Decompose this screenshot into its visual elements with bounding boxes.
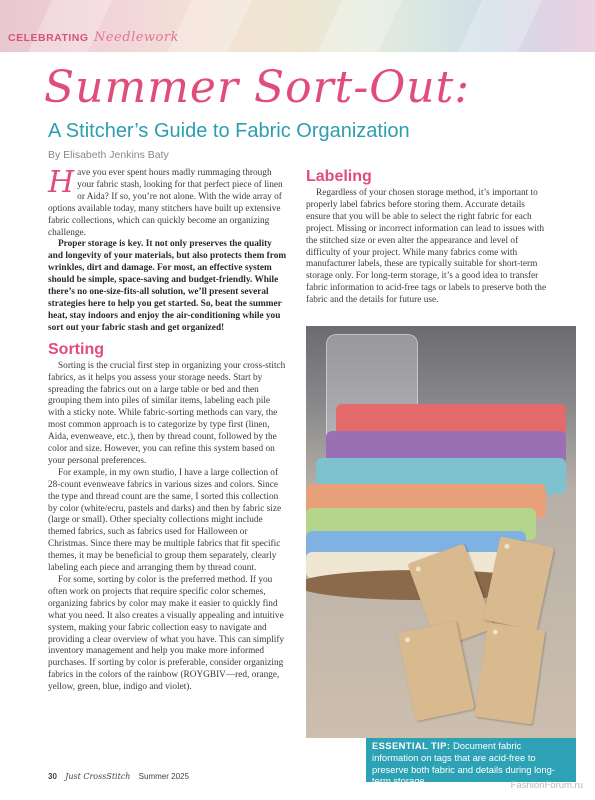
- article-subtitle: A Stitcher’s Guide to Fabric Organization: [48, 120, 410, 142]
- dropcap: H: [48, 165, 75, 200]
- fabric-banner: [0, 0, 595, 52]
- tip-text: Document fabric information on tags that are acid-free to preserve both fabric and details during long-term storage.: [372, 740, 555, 787]
- sorting-heading: Sorting: [48, 340, 104, 358]
- labeling-heading: Labeling: [306, 168, 372, 185]
- sorting-paragraph-3: For some, sorting by color is the preferred method. If you often work on projects that require specific color schemes, organizing fabrics by color may make it easier to quickly find what you need. It also creates a visually appealing and intuitive system, making your fabric collection easy to navigate and providing a clear overview of what you have. This can simplify inventory management and help you make more informed purchases. If sorting by color is preferable, consider organizing fabrics in the colors of the rainbow (ROYGBIV—red, orange, yellow, green, blue, indigo and violet).: [48, 575, 285, 693]
- left-column: [48, 165, 288, 694]
- byline: By Elisabeth Jenkins Baty: [48, 149, 169, 161]
- fabric-photo: [306, 326, 576, 738]
- section-tag: [8, 30, 179, 45]
- fabric-tag: [475, 622, 546, 724]
- sorting-paragraph-1: Sorting is the crucial first step in organizing your cross-stitch fabrics, as it helps you assess your storage needs. Start by spreading the fabrics out on a large table or bed and then grouping them into piles of similar items, labeling each pile with a sticky note. While fabric-sorting methods can vary, the most common approach is to categorize by type first (linen, Aida, evenweave, etc.), then by thread count, followed by the color and size. However, you can refine this system based on your personal preferences.: [48, 360, 286, 466]
- sorting-paragraph-2: For example, in my own studio, I have a large collection of 28-count evenweave fabrics in various sizes and colors. Since the type and thread count are the same, I sorted this collection by color (white/ecru, pastels and darks) and then by fabric size (large or small). Other specialty collections might include themed fabrics, such as fabrics used for Halloween or Christmas. Since there may be multiple fabrics that fit specific themes, it may be beneficial to group them separately, clearly labeling each piece and arranging them by thread count.: [48, 467, 282, 574]
- intro-paragraph-1: [48, 165, 288, 239]
- page-number: 30: [48, 772, 57, 781]
- intro-text-1: ave you ever spent hours madly rummaging through your fabric stash, looking for that perfect piece of linen or Aida? If so, you’re not alone. With the wide array of options available today, many stitchers have built up extensive fabric collections, which can quickly become an organizing challenge.: [48, 168, 283, 238]
- right-column: [306, 168, 551, 307]
- page-footer: [48, 772, 189, 781]
- banner-fold: [458, 0, 542, 52]
- intro-paragraph-2: Proper storage is key. It not only preserves the quality and longevity of your materials, but also protects them from wrinkles, dirt and damage. For most, an effective system should be simple, space-saving and budget-friendly. While there’s no one-size-fits-all solution, we’ll present several strategies here to help you get started. So, beat the summer heat, stay indoors and enjoy the air-conditioning while you sort out your fabric stash and get organized!: [48, 239, 287, 333]
- magazine-name: Just CrossStitch: [65, 772, 131, 781]
- section-tag-script: Needlework: [93, 30, 179, 45]
- tip-label: ESSENTIAL TIP:: [372, 740, 451, 751]
- labeling-paragraph-1: Regardless of your chosen storage method, it’s important to properly label fabrics before storing them. Accurate details ensure that you will be able to select the right fabric for each project. Missing or incorrect information can lead to issues with the stitched size or even alter the appearance and level of difficulty of your project. While many fabrics come with manufacturer labels, these are typically suitable for short-term storage only. For long-term storage, it’s a good idea to transfer fabric information to acid-free tags or labels to preserve both the fabric and the details for future use.: [306, 188, 547, 306]
- banner-fold: [168, 0, 252, 52]
- watermark: FashionForum.ru: [510, 780, 583, 791]
- banner-fold: [318, 0, 402, 52]
- issue-name: Summer 2025: [138, 772, 189, 781]
- article-title: Summer Sort-Out:: [44, 62, 471, 113]
- section-tag-text: CELEBRATING: [8, 32, 89, 44]
